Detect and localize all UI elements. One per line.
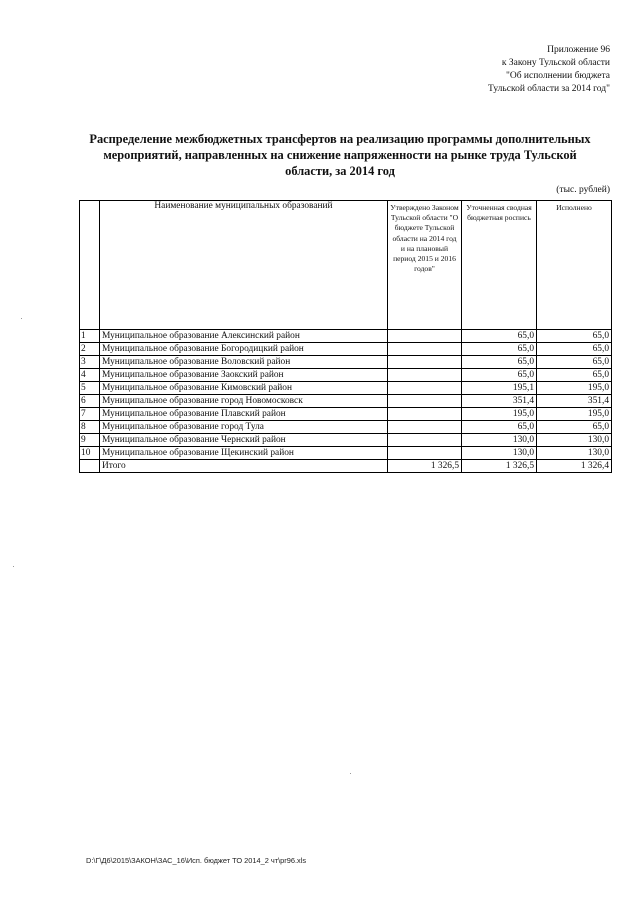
row-executed: 195,0 [537, 382, 612, 395]
row-index: 5 [80, 382, 100, 395]
total-row [80, 460, 612, 473]
row-executed: 65,0 [537, 343, 612, 356]
table-row [80, 382, 612, 395]
table-row [80, 421, 612, 434]
row-name: Муниципальное образование Заокский район [100, 369, 388, 382]
row-refined: 351,4 [462, 395, 537, 408]
total-index [80, 460, 100, 473]
row-index: 8 [80, 421, 100, 434]
row-name: Муниципальное образование Чернский район [100, 434, 388, 447]
row-executed: 65,0 [537, 369, 612, 382]
header-refined: Уточненная сводная бюджетная роспись [462, 201, 537, 330]
row-index: 10 [80, 447, 100, 460]
row-executed: 130,0 [537, 447, 612, 460]
row-approved [388, 356, 462, 369]
table-row [80, 343, 612, 356]
row-executed: 195,0 [537, 408, 612, 421]
row-name: Муниципальное образование Плавский район [100, 408, 388, 421]
row-executed: 351,4 [537, 395, 612, 408]
appendix-line-1: Приложение 96 [547, 45, 610, 55]
title-line-2: мероприятий, направленных на снижение напряженности на рынке труда Тульской [103, 148, 577, 162]
row-approved [388, 447, 462, 460]
row-approved [388, 421, 462, 434]
appendix-line-2: к Закону Тульской области [501, 58, 610, 68]
row-name: Муниципальное образование Воловский район [100, 356, 388, 369]
row-index: 2 [80, 343, 100, 356]
header-approved: Утверждено Законом Тульской области "О бюджете Тульской области на 2014 год и на плановый период 2015 и 2016 годов" [388, 201, 462, 330]
scan-speck [13, 566, 14, 567]
row-refined: 195,0 [462, 408, 537, 421]
title-line-1: Распределение межбюджетных трансфертов на реализацию программы дополнительных [89, 132, 591, 146]
transfers-table [79, 200, 612, 473]
row-approved [388, 434, 462, 447]
row-index: 3 [80, 356, 100, 369]
file-path-footer: D:\Г\Д6\2015\ЗАКОН\ЗАС_16\Исп. бюджет ТО 2014_2 чт\pr96.xls [86, 856, 307, 865]
table-row [80, 447, 612, 460]
table-row [80, 356, 612, 369]
row-name: Муниципальное образование Щекинский район [100, 447, 388, 460]
total-approved: 1 326,5 [388, 460, 462, 473]
header-index [80, 201, 100, 330]
appendix-line-4: Тульской области за 2014 год" [488, 84, 610, 94]
row-refined: 130,0 [462, 434, 537, 447]
row-executed: 65,0 [537, 421, 612, 434]
row-executed: 130,0 [537, 434, 612, 447]
table-row [80, 434, 612, 447]
row-refined: 65,0 [462, 330, 537, 343]
table-header-row [80, 201, 612, 330]
row-approved [388, 330, 462, 343]
appendix-header [410, 44, 610, 96]
row-name: Муниципальное образование Алексинский район [100, 330, 388, 343]
row-refined: 195,1 [462, 382, 537, 395]
scan-speck [350, 773, 351, 774]
appendix-line-3: "Об исполнении бюджета [505, 71, 610, 81]
row-executed: 65,0 [537, 356, 612, 369]
header-executed: Исполнено [537, 201, 612, 330]
row-refined: 65,0 [462, 343, 537, 356]
row-approved [388, 382, 462, 395]
row-index: 6 [80, 395, 100, 408]
row-name: Муниципальное образование город Тула [100, 421, 388, 434]
row-index: 7 [80, 408, 100, 421]
units-label: (тыс. рублей) [556, 185, 610, 195]
table-row [80, 408, 612, 421]
row-name: Муниципальное образование Кимовский район [100, 382, 388, 395]
table-row [80, 369, 612, 382]
row-approved [388, 343, 462, 356]
row-refined: 130,0 [462, 447, 537, 460]
row-name: Муниципальное образование город Новомосковск [100, 395, 388, 408]
total-refined: 1 326,5 [462, 460, 537, 473]
row-name: Муниципальное образование Богородицкий район [100, 343, 388, 356]
table-row [80, 330, 612, 343]
row-index: 4 [80, 369, 100, 382]
row-refined: 65,0 [462, 369, 537, 382]
total-label: Итого [100, 460, 388, 473]
title-line-3: области, за 2014 год [285, 164, 395, 178]
row-executed: 65,0 [537, 330, 612, 343]
row-index: 9 [80, 434, 100, 447]
row-approved [388, 395, 462, 408]
row-index: 1 [80, 330, 100, 343]
table-row [80, 395, 612, 408]
scan-speck [21, 318, 22, 319]
row-refined: 65,0 [462, 421, 537, 434]
document-title [70, 131, 610, 179]
row-approved [388, 369, 462, 382]
row-refined: 65,0 [462, 356, 537, 369]
header-name: Наименование муниципальных образований [100, 201, 388, 330]
total-executed: 1 326,4 [537, 460, 612, 473]
row-approved [388, 408, 462, 421]
